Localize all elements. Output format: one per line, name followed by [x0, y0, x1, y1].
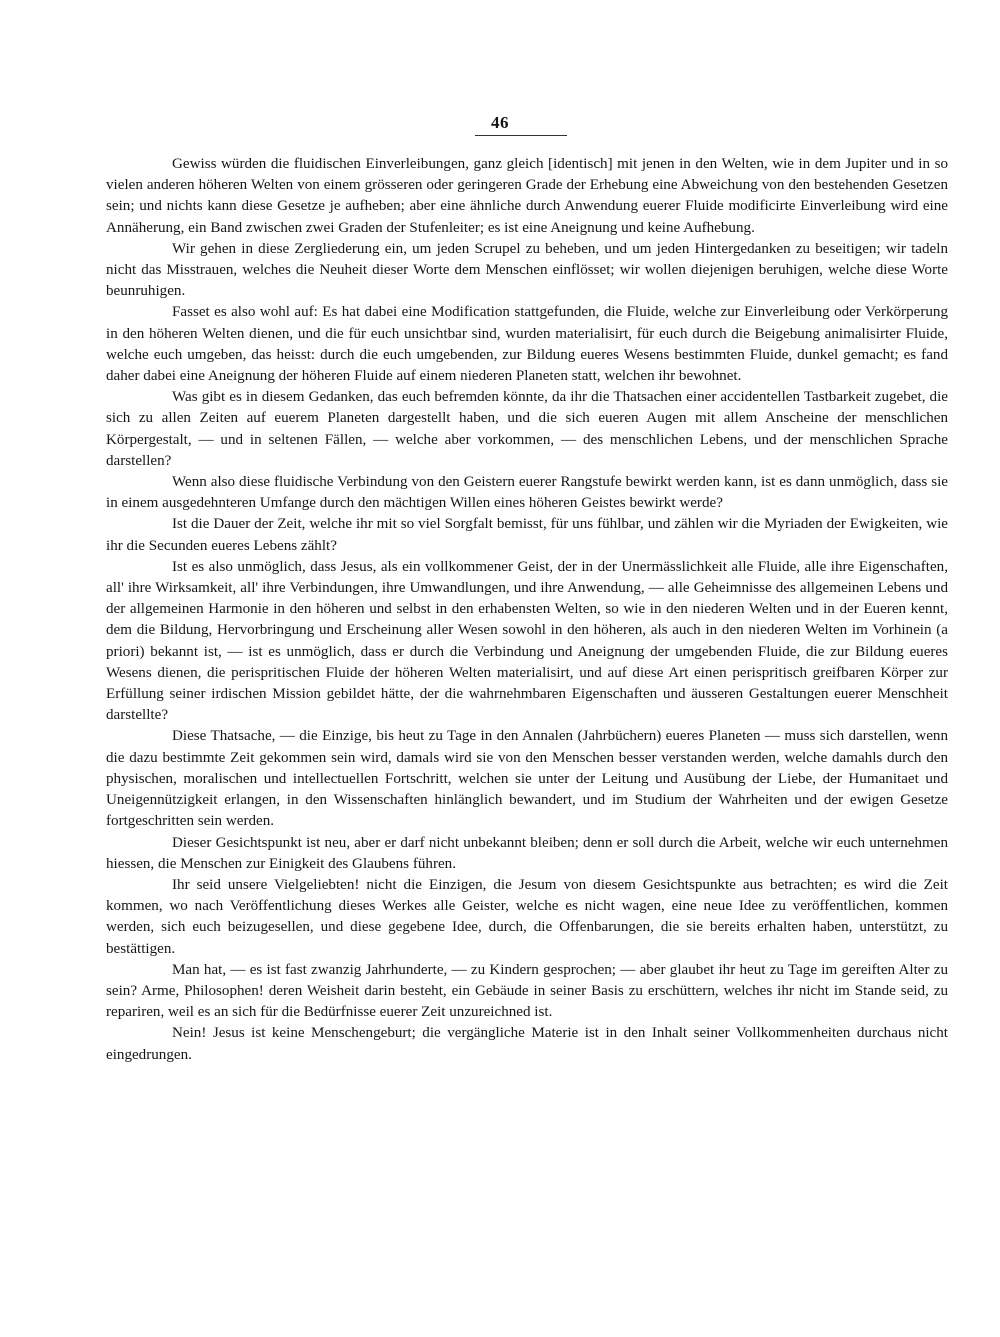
- paragraph-2: Wir gehen in diese Zergliederung ein, um jeden Scrupel zu beheben, und um jeden Hintergedanken zu beseitigen; wir tadeln nicht das Misstrauen, welches die Neuheit dieser Worte dem Menschen einflösset; wir wollen diejenigen beruhigen, welche diese Worte beunruhigen.: [106, 240, 948, 300]
- paragraph-6: Ist die Dauer der Zeit, welche ihr mit so viel Sorgfalt bemisst, für uns fühlbar, und zählen wir die Myriaden der Ewigkeiten, wie ihr die Secunden eueres Lebens zählt?: [106, 516, 948, 554]
- paragraph-10: Ihr seid unsere Vielgeliebten! nicht die Einzigen, die Jesum von diesem Gesichtspunkte aus betrachten; es wird die Zeit kommen, wo nach Veröffentlichung dieses Werkes alle Geister, welche es nicht wagen, eine neue Idee zu veröffentlichen, kommen werden, sich euch beizugesellen, und diese gegebene Idee, durch, die Offenbarungen, die sie bereits erhalten haben, unterstützt, zu bestättigen.: [106, 876, 948, 957]
- paragraph-3: Fasset es also wohl auf: Es hat dabei eine Modification stattgefunden, die Fluide, welche zur Einverleibung oder Verkörperung in den höheren Welten dienen, und die für euch unsichtbar sind, wurden materialisirt, für euch durch die Beigebung animalisirter Fluide, welche euch umgeben, das heisst: durch die euch umgebenden, zur Bildung eueres Wesens bestimmten Fluide, dunkel gemacht; es fand daher dabei eine Aneignung der höheren Fluide auf einem niederen Planeten statt, welchen ihr bewohnet.: [106, 304, 948, 385]
- header-rule: [475, 135, 567, 136]
- paragraph-4: Was gibt es in diesem Gedanken, das euch befremden könnte, da ihr die Thatsachen einer accidentellen Tastbarkeit zugebet, die sich zu allen Zeiten auf euerem Planeten dargestellt haben, und die sich eueren Augen mit allem Anscheine der menschlichen Körpergestalt, — und in seltenen Fällen, — welche aber vorkommen, — des menschlichen Lebens, und der menschlichen Sprache darstellen?: [106, 389, 948, 469]
- paragraph-11: Man hat, — es ist fast zwanzig Jahrhunderte, — zu Kindern gesprochen; — aber glaubet ihr heut zu Tage im gereiften Alter zu sein? Arme, Philosophen! deren Weisheit darin besteht, ein Gebäude in seiner Basis zu erschüttern, welches ihr nicht im Stande seid, zu repariren, weil es an sich für die Bedürfnisse euerer Zeit unzureichned ist.: [106, 961, 948, 1021]
- paragraph-1: Gewiss würden die fluidischen Einverleibungen, ganz gleich [identisch] mit jenen in den Welten, wie in dem Jupiter und in so vielen anderen höheren Welten von einem grösseren oder geringeren Grade der Erhebung eine Abweichung von den bestehenden Gesetzen sein; und nichts kann diese Gesetze je aufheben; aber eine ähnliche durch Anwendung euerer Fluide modificirte Einverleibung wird eine Annäherung, ein Band zwischen zwei Graden der Stufenleiter; es ist eine Aneignung und keine Aufhebung.: [106, 156, 948, 236]
- page-number: 46: [491, 113, 509, 132]
- paragraph-5: Wenn also diese fluidische Verbindung von den Geistern euerer Rangstufe bewirkt werden kann, ist es dann unmöglich, dass sie in einem ausgedehnteren Umfange durch den mächtigen Willen eines höheren Geistes bewirkt werde?: [106, 474, 948, 512]
- paragraph-12: Nein! Jesus ist keine Menschengeburt; die vergängliche Materie ist in den Inhalt seiner Vollkommenheiten durchaus nicht eingedrungen.: [106, 1025, 948, 1063]
- paragraph-9: Dieser Gesichtspunkt ist neu, aber er darf nicht unbekannt bleiben; denn er soll durch die Arbeit, welche wir euch unternehmen hiessen, die Menschen zur Einigkeit des Glaubens führen.: [106, 834, 948, 872]
- body-text: [106, 154, 948, 1066]
- page-header: [0, 113, 1000, 143]
- paragraph-8: Diese Thatsache, — die Einzige, bis heut zu Tage in den Annalen (Jahrbüchern) eueres Planeten — muss sich darstellen, wenn die dazu bestimmte Zeit gekommen sein wird, damals wird sie von den Menschen besser verstanden werden, welche damahls durch den physischen, moralischen und intellectuellen Fortschritt, welchen sie unter der Leitung und Ausübung der Liebe, der Humanitaet und Uneigennützigkeit erlangen, in den Wissenschaften hinlänglich bewandert, und im Studium der Wahrheiten und der ewigen Gesetze fortgeschritten sein werden.: [106, 728, 948, 830]
- paragraph-7: Ist es also unmöglich, dass Jesus, als ein vollkommener Geist, der in der Unermässlichkeit alle Fluide, alle ihre Eigenschaften, all' ihre Wirksamkeit, all' ihre Verbindungen, ihre Umwandlungen, und ihre Anwendung, — alle Geheimnisse des allgemeinen Lebens und der allgemeinen Harmonie in den höheren und selbst in den erhabensten Welten, so wie in den niederen Welten und in der Eueren kennt, dem die Bildung, Hervorbringung und Erscheinung aller Wesen sowohl in den höheren, als auch in den niederen Welten im Vorhinein (a priori) bekannt ist, — ist es unmöglich, dass er durch die Verbindung und Aneignung der umgebenden Fluide, die zur Bildung eueres Wesens dienen, die perispritischen Fluide der höheren Welten materialisirt, und auf diese Art einen perispritisch greifbaren Körper zur Erfüllung seiner irdischen Mission gebildet hätte, der die wahrnehmbaren Eigenschaften und äusseren Gestaltungen euerer Menschheit darstellte?: [106, 558, 948, 724]
